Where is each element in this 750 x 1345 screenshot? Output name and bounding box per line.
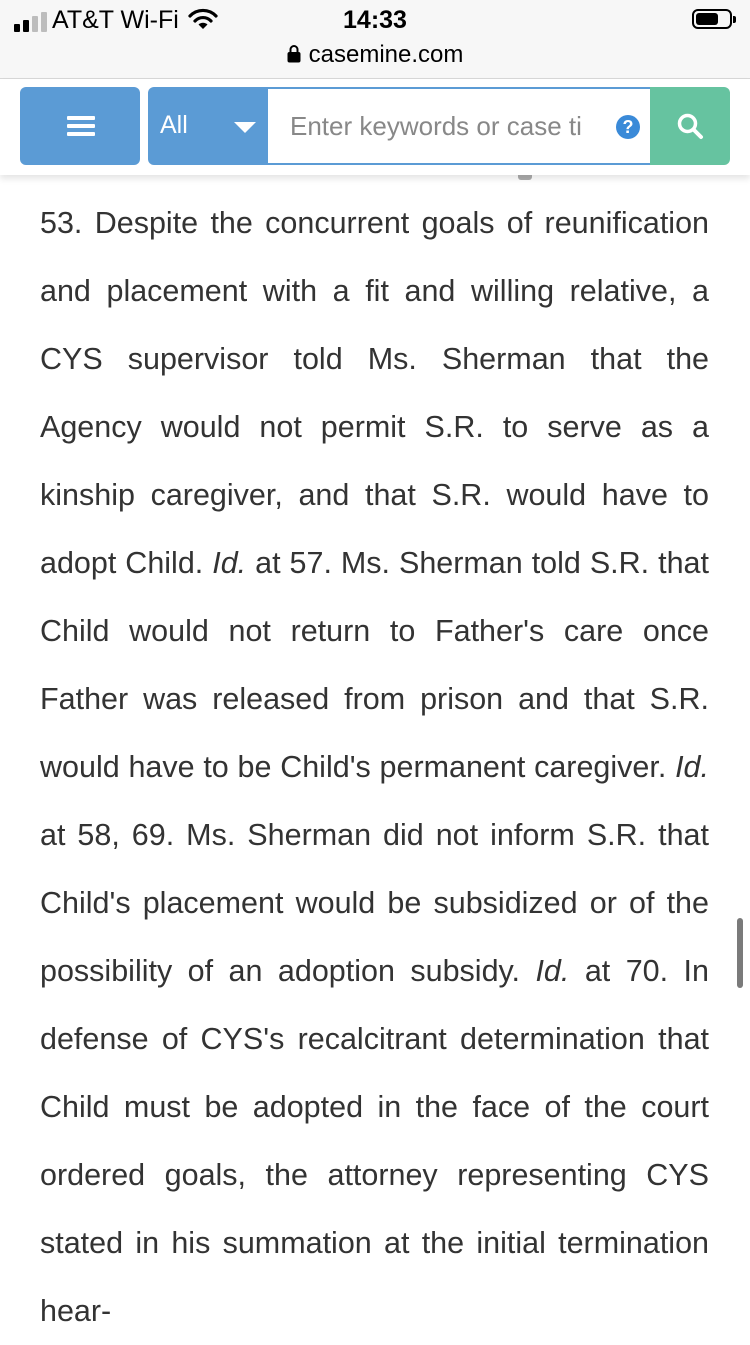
lock-icon: [287, 44, 301, 63]
search-input[interactable]: [268, 87, 650, 165]
paragraph-text-1: 53. Despite the concurrent goals of reunification and placement with a fit and willing relative, a CYS supervisor told Ms. Sherman that the Agency would not permit S.R. to serve as a kinship caregiver, and that S.R. would have to adopt Child.: [40, 206, 709, 580]
search-scope-select[interactable]: [148, 87, 268, 165]
search-button[interactable]: [650, 87, 730, 165]
status-time: 14:33: [343, 6, 407, 34]
search-scope-label: All: [160, 111, 188, 139]
url-text: casemine.com: [308, 41, 464, 68]
status-bar: [0, 0, 750, 40]
citation-id-1: Id.: [212, 546, 247, 580]
citation-id-2: Id.: [675, 750, 709, 784]
battery-icon: [692, 9, 732, 29]
help-circle-icon[interactable]: ?: [616, 115, 640, 139]
browser-url-bar[interactable]: [0, 40, 750, 79]
menu-button[interactable]: [20, 87, 140, 165]
citation-id-3: Id.: [535, 954, 570, 988]
carrier-name: AT&T Wi-Fi: [52, 6, 179, 34]
article-paragraph: [40, 189, 709, 1345]
magnifier-icon: [676, 112, 704, 140]
scrollbar-thumb[interactable]: [737, 918, 743, 988]
search-header: [0, 79, 750, 175]
paragraph-text-2: at 57. Ms. Sherman told S.R. that Child would not return to Father's care once Father was released from prison and that S.R. would have to be Child's permanent caregiver.: [40, 546, 709, 784]
caret-down-icon: [234, 122, 256, 133]
paragraph-text-4: at 70. In defense of CYS's recalcitrant determination that Child must be adopted in the face of the court ordered goals, the attorney representing CYS stated in his summation at the initial termination hear-: [40, 954, 709, 1328]
paragraph-text-3: at 58, 69. Ms. Sherman did not inform S.R. that Child's placement would be subsidized or of the possibility of an adoption subsidy.: [40, 818, 709, 988]
article-body: [40, 189, 709, 1345]
